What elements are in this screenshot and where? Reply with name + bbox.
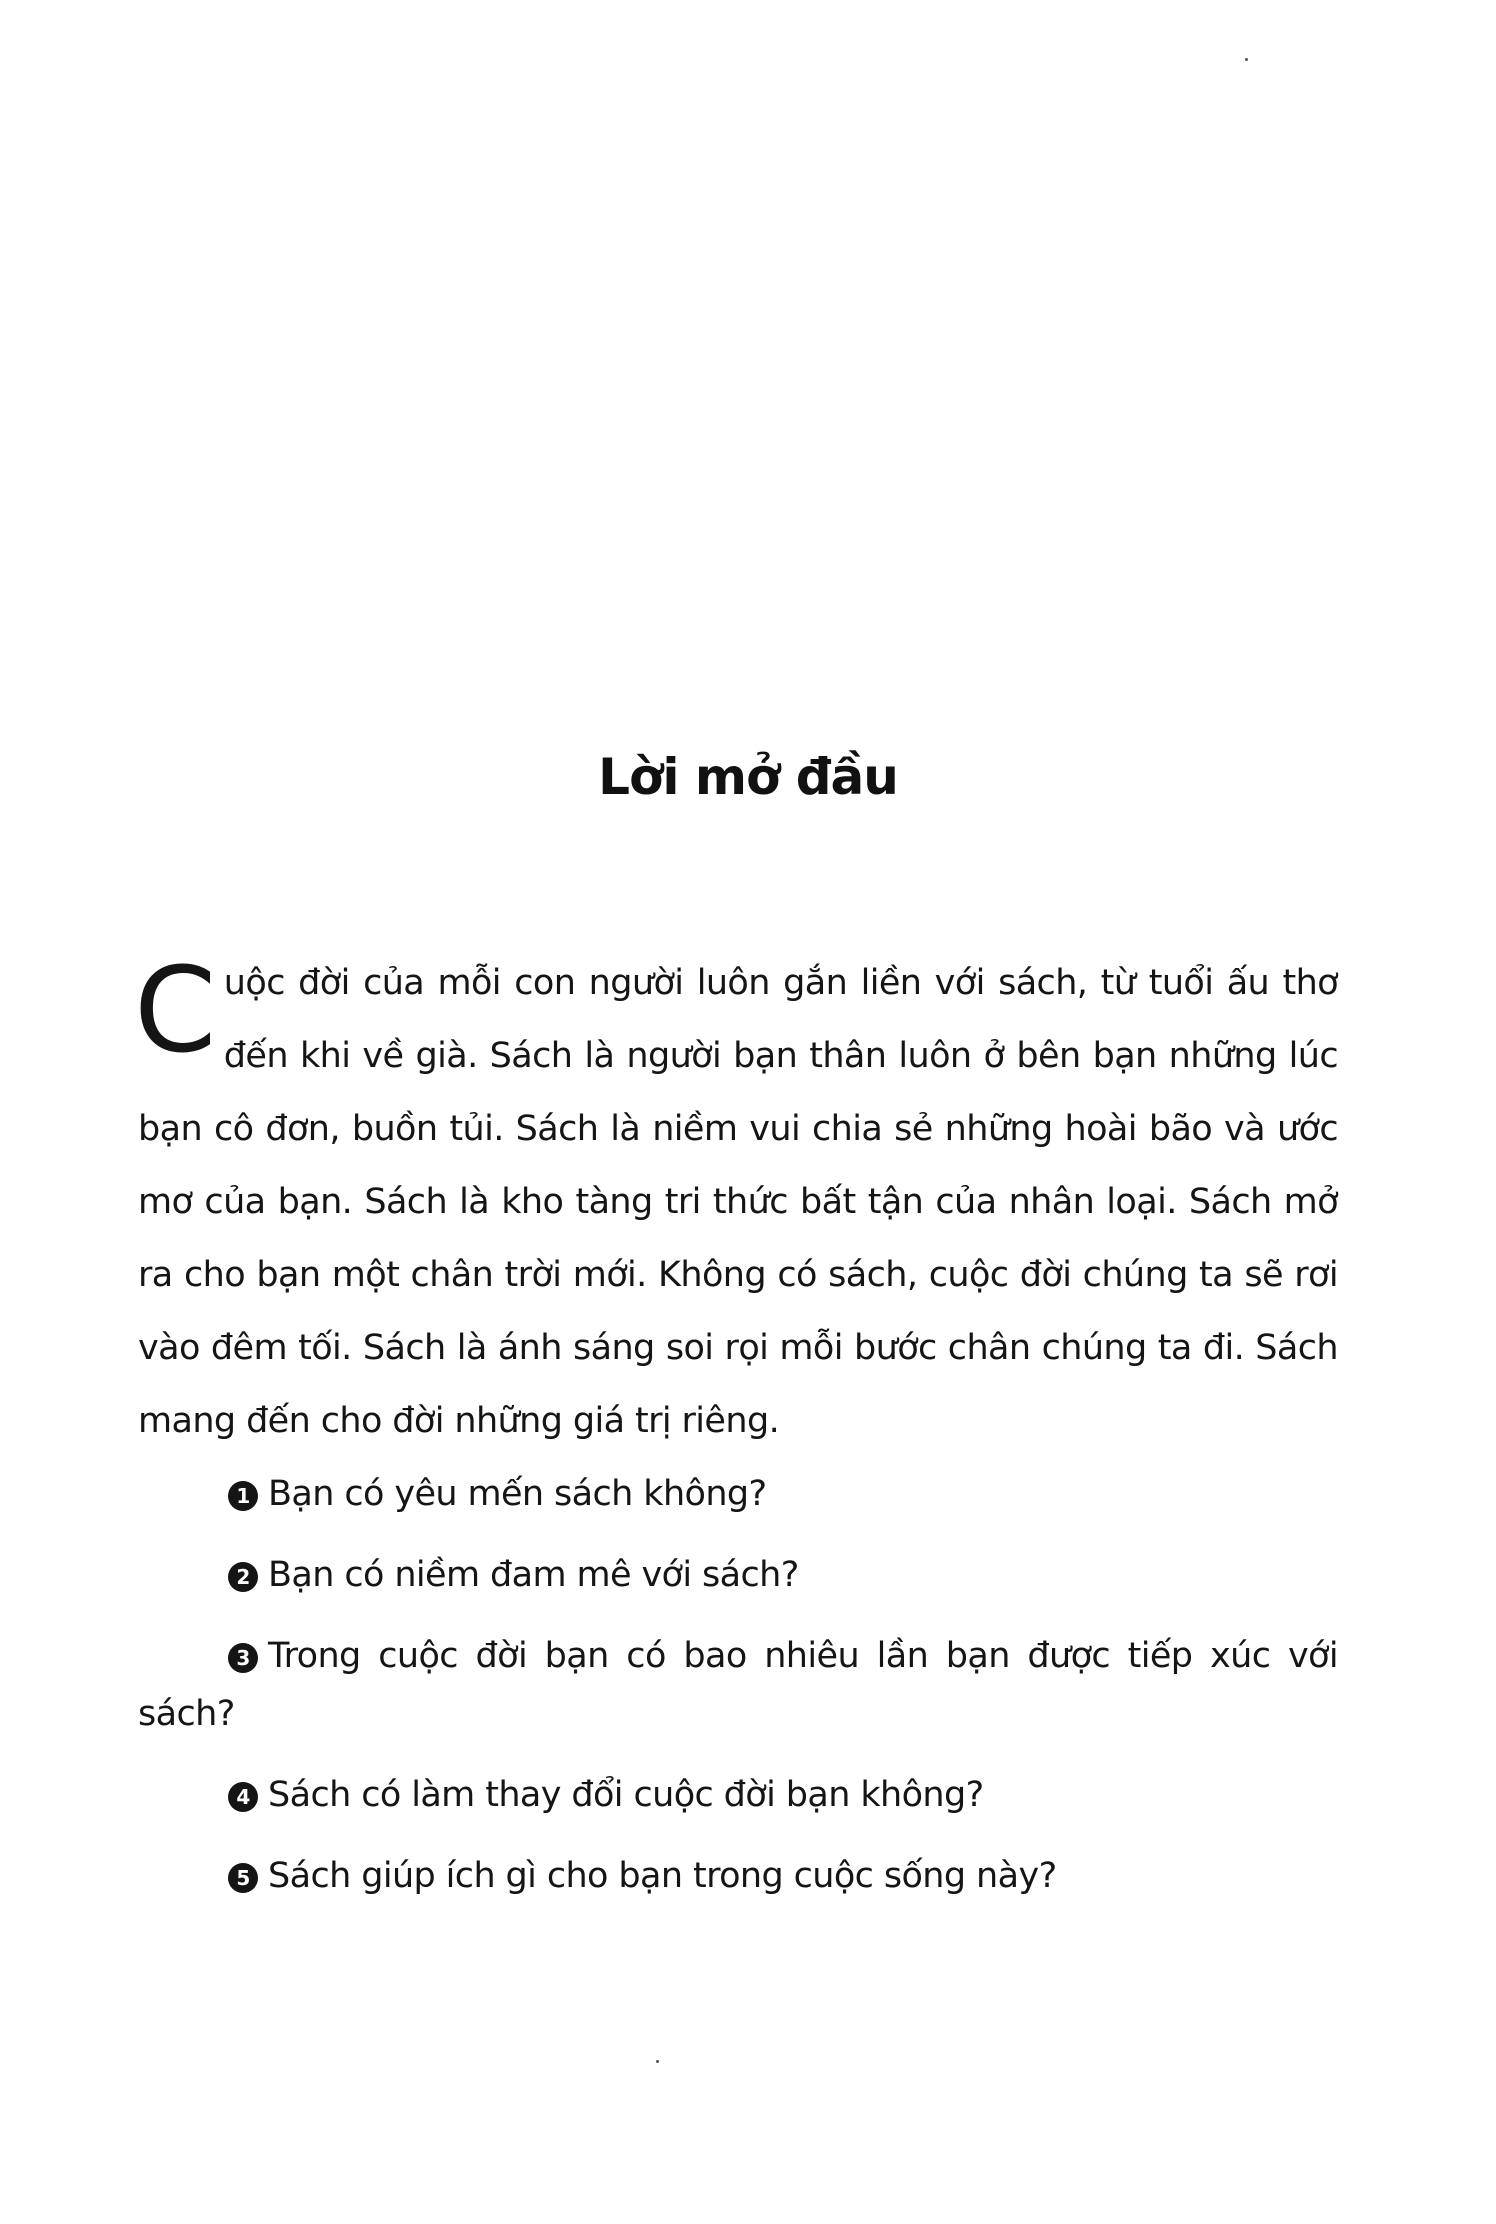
intro-paragraph <box>134 941 1338 1458</box>
number-4-icon: 4 <box>228 1782 258 1812</box>
question-text: Trong cuộc đời bạn có bao nhiêu lần bạn được tiếp xúc với sách? <box>138 1636 1338 1734</box>
question-text: Sách giúp ích gì cho bạn trong cuộc sống này? <box>268 1856 1057 1896</box>
number-1-icon: 1 <box>228 1481 258 1511</box>
scan-speck <box>1245 58 1248 61</box>
question-list <box>138 1465 1338 1928</box>
scan-speck <box>656 2060 659 2063</box>
intro-text: uộc đời của mỗi con người luôn gắn liền với sách, từ tuổi ấu thơ đến khi về già. Sách là người bạn thân luôn ở bên bạn những lúc bạn cô đơn, buồn tủi. Sách là niềm vui chia sẻ những hoài bão và ước mơ của bạn. Sách là kho tàng tri thức bất tận của nhân loại. Sách mở ra cho bạn một chân trời mới. Không có sách, cuộc đời chúng ta sẽ rơi vào đêm tối. Sách là ánh sáng soi rọi mỗi bước chân chúng ta đi. Sách mang đến cho đời những giá trị riêng. <box>138 963 1338 1441</box>
number-2-icon: 2 <box>228 1562 258 1592</box>
question-item <box>138 1766 1338 1824</box>
drop-cap: C <box>134 941 216 1079</box>
question-item <box>138 1546 1338 1604</box>
page-title: Lời mở đầu <box>598 748 898 806</box>
question-text: Bạn có yêu mến sách không? <box>268 1474 767 1514</box>
question-item <box>138 1465 1338 1523</box>
number-5-icon: 5 <box>228 1863 258 1893</box>
question-item <box>138 1627 1338 1743</box>
question-item <box>138 1847 1338 1905</box>
number-3-icon: 3 <box>228 1643 258 1673</box>
question-text: Sách có làm thay đổi cuộc đời bạn không? <box>268 1775 984 1815</box>
question-text: Bạn có niềm đam mê với sách? <box>268 1555 799 1595</box>
